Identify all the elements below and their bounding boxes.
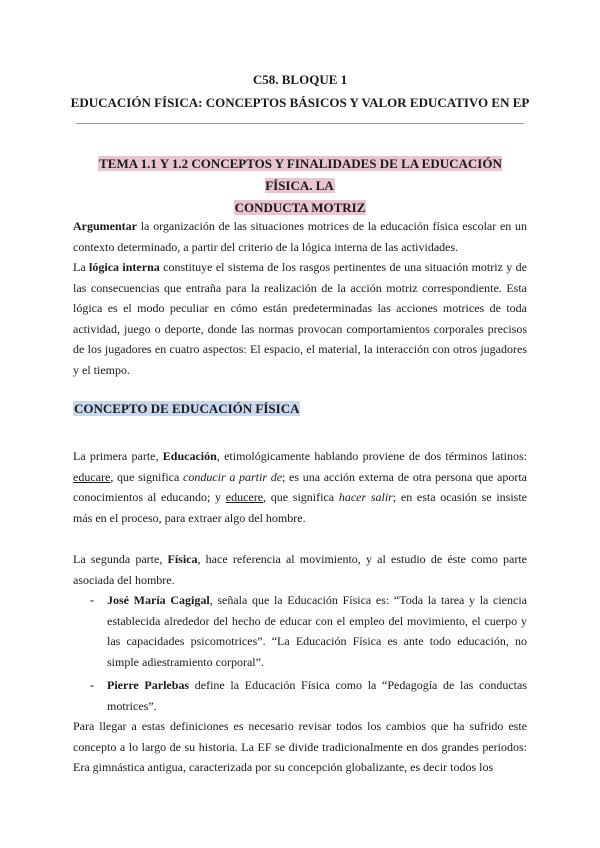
p3-c: , etimológicamente hablando proviene de dos términos latinos:	[216, 449, 527, 463]
paragraph-logica-text: constituye el sistema de los rasgos pertinentes de una situación motriz y de las consecuencias que entraña para la realización de la acción motriz correspondiente. Esta lógica es el modo peculiar en cómo están predeterminadas las acciones motrices de toda actividad, juego o deporte, donde las normas provocan comportamientos corporales precisos de los jugadores en cuatro aspectos: El espacio, el material, la interacción con otros jugadores y el tiempo.	[73, 260, 528, 377]
p3-italic-conducir: conducir a partir de	[183, 469, 283, 484]
p3-a: La primera parte,	[73, 449, 163, 463]
document-code: C58. BLOQUE 1	[252, 72, 348, 87]
p3-bold-educacion: Educación	[162, 449, 217, 463]
section-title-text: CONCEPTO DE EDUCACIÓN FÍSICA	[74, 401, 300, 416]
p3-g: ; es una acción externa de otra persona que aporta conocimientos al educando; y	[73, 469, 528, 504]
bullet-dash: -	[90, 678, 94, 692]
paragraph-historia: Para llegar a estas definiciones es necesario revisar todos los cambios que ha sufrido este concepto a lo largo de su historia. La EF se divide tradicionalmente en dos grandes periodos: Era gimnástica antigua, caracterizada por su concepción globalizante, es decir todos los	[73, 719, 527, 774]
bullet-dash: -	[90, 593, 94, 607]
document-title: EDUCACIÓN FÍSICA: CONCEPTOS BÁSICOS Y VALOR EDUCATIVO EN EP	[70, 95, 530, 110]
bullet-parlebas-name: Pierre Parlebas	[107, 678, 190, 692]
bullet-parlebas	[107, 675, 527, 716]
paragraph-argumentar-text: la organización de las situaciones motrices de la educación física escolar en un contexto determinado, a partir del criterio de la lógica interna de las actividades.	[73, 219, 527, 254]
bullet-cagigal	[107, 590, 527, 672]
paragraph-argumentar-bold: Argumentar	[73, 219, 137, 233]
paragraph-educacion	[73, 446, 527, 528]
p3-italic-hacer-salir: hacer salir	[338, 490, 393, 504]
p4-bold-fisica: Física	[167, 552, 198, 566]
paragraph-fisica	[73, 549, 527, 590]
paragraph-logica-bold: lógica interna	[89, 260, 160, 274]
p3-educare: educare	[73, 469, 111, 484]
p3-i: , que significa	[263, 490, 339, 504]
paragraph-logica-pre: La	[73, 260, 90, 274]
p3-e: , que significa	[110, 469, 183, 484]
section-title	[73, 401, 300, 417]
tema-line-2: CONDUCTA MOTRIZ	[234, 200, 366, 215]
bullet-cagigal-text: , señala que la Educación Física es: “Toda la tarea y la ciencia establecida alrededor del hecho de educar con el empleo del movimiento, el cuerpo y las capacidades psicomotrices”. “La Educación Física es ante todo educación, no simple adiestramiento corporal”.	[107, 593, 527, 669]
p4-c: , hace referencia al movimiento, y al estudio de éste como parte asociada del hombre.	[73, 552, 527, 587]
tema-heading	[80, 153, 520, 219]
bullet-parlebas-text: define la Educación Física como la “Pedagogía de las conductas motrices”.	[107, 678, 527, 713]
p3-educere: educere	[225, 490, 264, 504]
bullet-cagigal-name: José María Cagigal	[107, 593, 210, 607]
tema-line-1: TEMA 1.1 Y 1.2 CONCEPTOS Y FINALIDADES DE LA EDUCACIÓN FÍSICA. LA	[99, 156, 502, 193]
p4-a: La segunda parte,	[73, 552, 168, 566]
header-divider	[76, 123, 524, 124]
paragraph-argumentar	[73, 216, 527, 257]
paragraph-logica-interna	[73, 257, 527, 380]
p3-k: ; en esta ocasión se insiste más en el proceso, para extraer algo del hombre.	[73, 490, 527, 525]
